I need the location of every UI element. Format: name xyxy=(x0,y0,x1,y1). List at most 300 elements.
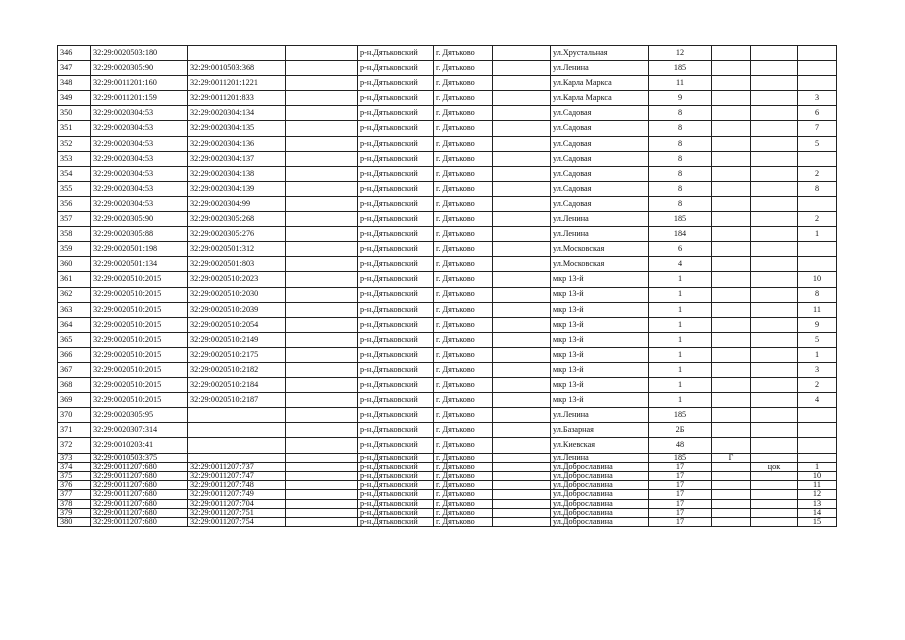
cell-street: мкр 13-й xyxy=(551,347,649,362)
cell-extra-field xyxy=(286,438,358,453)
table-row xyxy=(58,76,837,91)
cell-row-number: 359 xyxy=(58,242,91,257)
cell-apartment-number: 15 xyxy=(798,517,837,526)
table-row xyxy=(58,257,837,272)
cell-house-number: 1 xyxy=(649,272,712,287)
cell-city: г. Дятьково xyxy=(434,423,493,438)
cell-row-number: 364 xyxy=(58,317,91,332)
cell-city: г. Дятьково xyxy=(434,347,493,362)
cell-street: ул.Ленина xyxy=(551,408,649,423)
cell-city: г. Дятьково xyxy=(434,196,493,211)
cell-floor-note xyxy=(751,517,798,526)
cell-cadastral-number: 32:29:0020510:2184 xyxy=(188,378,286,393)
cell-extra-field xyxy=(286,453,358,462)
cell-street: мкр 13-й xyxy=(551,302,649,317)
cell-extra-field xyxy=(286,136,358,151)
cell-street: ул.Карла Маркса xyxy=(551,91,649,106)
cell-district: р-н.Дятьковский xyxy=(358,393,434,408)
cell-building-letter xyxy=(712,332,751,347)
cell-district: р-н.Дятьковский xyxy=(358,61,434,76)
cell-locality xyxy=(493,393,551,408)
cell-row-number: 374 xyxy=(58,462,91,471)
cell-cadastral-number-parent: 32:29:0011207:680 xyxy=(91,517,188,526)
cell-apartment-number: 5 xyxy=(798,332,837,347)
cell-floor-note xyxy=(751,302,798,317)
cell-extra-field xyxy=(286,196,358,211)
cell-cadastral-number-parent: 32:29:0020501:198 xyxy=(91,242,188,257)
cell-district: р-н.Дятьковский xyxy=(358,272,434,287)
cell-row-number: 366 xyxy=(58,347,91,362)
cell-row-number: 377 xyxy=(58,490,91,499)
cell-apartment-number: 7 xyxy=(798,121,837,136)
cell-house-number: 8 xyxy=(649,196,712,211)
cell-extra-field xyxy=(286,46,358,61)
cell-house-number: 6 xyxy=(649,242,712,257)
cell-apartment-number: 5 xyxy=(798,136,837,151)
cell-building-letter xyxy=(712,438,751,453)
cell-building-letter xyxy=(712,257,751,272)
cell-district: р-н.Дятьковский xyxy=(358,347,434,362)
cell-building-letter xyxy=(712,46,751,61)
cell-city: г. Дятьково xyxy=(434,46,493,61)
cell-extra-field xyxy=(286,517,358,526)
cell-city: г. Дятьково xyxy=(434,257,493,272)
cell-house-number: 1 xyxy=(649,317,712,332)
cell-street: ул.Доброславина xyxy=(551,481,649,490)
cell-cadastral-number-parent: 32:29:0020305:88 xyxy=(91,227,188,242)
cell-row-number: 356 xyxy=(58,196,91,211)
cell-cadastral-number-parent: 32:29:0020510:2015 xyxy=(91,362,188,377)
cell-cadastral-number: 32:29:0020510:2039 xyxy=(188,302,286,317)
cell-district: р-н.Дятьковский xyxy=(358,91,434,106)
table-row xyxy=(58,151,837,166)
cell-house-number: 185 xyxy=(649,212,712,227)
cell-street: ул.Доброславина xyxy=(551,517,649,526)
cell-locality xyxy=(493,408,551,423)
table-row xyxy=(58,508,837,517)
cell-row-number: 372 xyxy=(58,438,91,453)
cell-apartment-number: 2 xyxy=(798,166,837,181)
cell-extra-field xyxy=(286,106,358,121)
cell-house-number: 1 xyxy=(649,332,712,347)
cell-cadastral-number-parent: 32:29:0020304:53 xyxy=(91,166,188,181)
cell-city: г. Дятьково xyxy=(434,490,493,499)
cell-locality xyxy=(493,508,551,517)
cell-apartment-number: 10 xyxy=(798,272,837,287)
cell-cadastral-number: 32:29:0020510:2175 xyxy=(188,347,286,362)
cell-cadastral-number: 32:29:0020304:139 xyxy=(188,181,286,196)
cell-city: г. Дятьково xyxy=(434,378,493,393)
cell-cadastral-number: 32:29:0020304:136 xyxy=(188,136,286,151)
cell-locality xyxy=(493,272,551,287)
cell-apartment-number: 1 xyxy=(798,347,837,362)
cell-locality xyxy=(493,453,551,462)
cell-row-number: 365 xyxy=(58,332,91,347)
cell-apartment-number: 8 xyxy=(798,287,837,302)
cell-extra-field xyxy=(286,227,358,242)
cell-floor-note xyxy=(751,393,798,408)
cell-extra-field xyxy=(286,481,358,490)
cell-locality xyxy=(493,490,551,499)
cell-apartment-number: 11 xyxy=(798,481,837,490)
cell-city: г. Дятьково xyxy=(434,136,493,151)
cell-extra-field xyxy=(286,91,358,106)
cell-street: ул.Садовая xyxy=(551,121,649,136)
cell-cadastral-number-parent: 32:29:0020510:2015 xyxy=(91,378,188,393)
cell-locality xyxy=(493,181,551,196)
cell-cadastral-number: 32:29:0011207:737 xyxy=(188,462,286,471)
cell-locality xyxy=(493,257,551,272)
cell-building-letter xyxy=(712,347,751,362)
cell-apartment-number: 3 xyxy=(798,91,837,106)
cell-district: р-н.Дятьковский xyxy=(358,166,434,181)
cell-building-letter xyxy=(712,462,751,471)
cell-extra-field xyxy=(286,287,358,302)
cell-cadastral-number: 32:29:0011207:754 xyxy=(188,517,286,526)
cell-street: ул.Хрустальная xyxy=(551,46,649,61)
cell-cadastral-number-parent: 32:29:0020510:2015 xyxy=(91,393,188,408)
cell-locality xyxy=(493,76,551,91)
cell-street: мкр 13-й xyxy=(551,287,649,302)
table-row xyxy=(58,227,837,242)
table-row xyxy=(58,453,837,462)
cell-apartment-number xyxy=(798,423,837,438)
cell-row-number: 357 xyxy=(58,212,91,227)
cell-row-number: 379 xyxy=(58,508,91,517)
table-body xyxy=(58,46,837,527)
cell-apartment-number xyxy=(798,257,837,272)
cell-building-letter xyxy=(712,508,751,517)
cell-apartment-number xyxy=(798,242,837,257)
cell-city: г. Дятьково xyxy=(434,481,493,490)
cell-floor-note xyxy=(751,317,798,332)
cell-street: мкр 13-й xyxy=(551,362,649,377)
cell-row-number: 362 xyxy=(58,287,91,302)
cell-row-number: 354 xyxy=(58,166,91,181)
cell-cadastral-number xyxy=(188,453,286,462)
cell-house-number: 9 xyxy=(649,91,712,106)
cell-locality xyxy=(493,136,551,151)
cell-apartment-number: 9 xyxy=(798,317,837,332)
cell-building-letter xyxy=(712,106,751,121)
cell-city: г. Дятьково xyxy=(434,471,493,480)
cell-street: мкр 13-й xyxy=(551,332,649,347)
cell-cadastral-number: 32:29:0011207:749 xyxy=(188,490,286,499)
cell-house-number: 1 xyxy=(649,378,712,393)
cell-building-letter xyxy=(712,393,751,408)
cell-cadastral-number-parent: 32:29:0011207:680 xyxy=(91,462,188,471)
cell-city: г. Дятьково xyxy=(434,287,493,302)
cell-apartment-number: 14 xyxy=(798,508,837,517)
cell-cadastral-number xyxy=(188,46,286,61)
cell-floor-note xyxy=(751,76,798,91)
table-row xyxy=(58,462,837,471)
cell-row-number: 360 xyxy=(58,257,91,272)
cell-apartment-number xyxy=(798,438,837,453)
cell-apartment-number xyxy=(798,196,837,211)
cell-apartment-number: 4 xyxy=(798,393,837,408)
cell-cadastral-number: 32:29:0020510:2023 xyxy=(188,272,286,287)
cell-building-letter xyxy=(712,196,751,211)
cell-district: р-н.Дятьковский xyxy=(358,212,434,227)
cell-extra-field xyxy=(286,471,358,480)
cell-locality xyxy=(493,347,551,362)
table-row xyxy=(58,196,837,211)
cell-row-number: 370 xyxy=(58,408,91,423)
cell-cadastral-number: 32:29:0020510:2182 xyxy=(188,362,286,377)
cell-building-letter: Г xyxy=(712,453,751,462)
cell-house-number: 17 xyxy=(649,499,712,508)
cell-city: г. Дятьково xyxy=(434,272,493,287)
cell-extra-field xyxy=(286,508,358,517)
cell-city: г. Дятьково xyxy=(434,91,493,106)
cell-building-letter xyxy=(712,91,751,106)
cell-row-number: 367 xyxy=(58,362,91,377)
cell-floor-note xyxy=(751,423,798,438)
cell-extra-field xyxy=(286,257,358,272)
cell-street: ул.Ленина xyxy=(551,227,649,242)
cell-building-letter xyxy=(712,302,751,317)
cell-cadastral-number-parent: 32:29:0020510:2015 xyxy=(91,347,188,362)
cell-city: г. Дятьково xyxy=(434,508,493,517)
cell-district: р-н.Дятьковский xyxy=(358,302,434,317)
cell-cadastral-number xyxy=(188,423,286,438)
cell-district: р-н.Дятьковский xyxy=(358,453,434,462)
table-row xyxy=(58,499,837,508)
cell-cadastral-number-parent: 32:29:0011201:160 xyxy=(91,76,188,91)
cell-cadastral-number-parent: 32:29:0020510:2015 xyxy=(91,317,188,332)
cell-extra-field xyxy=(286,490,358,499)
cell-cadastral-number-parent: 32:29:0020503:180 xyxy=(91,46,188,61)
cell-district: р-н.Дятьковский xyxy=(358,106,434,121)
cell-apartment-number: 10 xyxy=(798,471,837,480)
cell-extra-field xyxy=(286,462,358,471)
cell-extra-field xyxy=(286,378,358,393)
cell-locality xyxy=(493,166,551,181)
cell-district: р-н.Дятьковский xyxy=(358,257,434,272)
cell-cadastral-number-parent: 32:29:0010503:375 xyxy=(91,453,188,462)
cell-building-letter xyxy=(712,287,751,302)
table-row xyxy=(58,91,837,106)
cell-row-number: 346 xyxy=(58,46,91,61)
cell-extra-field xyxy=(286,272,358,287)
cell-city: г. Дятьково xyxy=(434,462,493,471)
cell-cadastral-number-parent: 32:29:0020304:53 xyxy=(91,121,188,136)
cell-district: р-н.Дятьковский xyxy=(358,151,434,166)
cell-district: р-н.Дятьковский xyxy=(358,471,434,480)
cell-row-number: 369 xyxy=(58,393,91,408)
cell-cadastral-number-parent: 32:29:0011207:680 xyxy=(91,471,188,480)
cell-extra-field xyxy=(286,76,358,91)
cell-cadastral-number xyxy=(188,408,286,423)
cell-street: ул.Садовая xyxy=(551,166,649,181)
cell-locality xyxy=(493,423,551,438)
cell-house-number: 1 xyxy=(649,287,712,302)
cell-district: р-н.Дятьковский xyxy=(358,423,434,438)
cell-floor-note xyxy=(751,471,798,480)
table-row xyxy=(58,242,837,257)
cell-extra-field xyxy=(286,61,358,76)
cell-district: р-н.Дятьковский xyxy=(358,287,434,302)
table-row xyxy=(58,181,837,196)
table-row xyxy=(58,287,837,302)
cell-street: ул.Карла Маркса xyxy=(551,76,649,91)
cell-locality xyxy=(493,378,551,393)
cell-building-letter xyxy=(712,61,751,76)
cell-cadastral-number: 32:29:0020510:2187 xyxy=(188,393,286,408)
cell-apartment-number: 1 xyxy=(798,462,837,471)
cell-cadastral-number: 32:29:0011201:833 xyxy=(188,91,286,106)
cell-city: г. Дятьково xyxy=(434,76,493,91)
cell-city: г. Дятьково xyxy=(434,453,493,462)
table-row xyxy=(58,481,837,490)
cell-city: г. Дятьково xyxy=(434,332,493,347)
cell-street: ул.Садовая xyxy=(551,136,649,151)
cell-extra-field xyxy=(286,151,358,166)
cell-cadastral-number: 32:29:0020304:137 xyxy=(188,151,286,166)
cell-locality xyxy=(493,462,551,471)
cell-cadastral-number-parent: 32:29:0010203:41 xyxy=(91,438,188,453)
cell-house-number: 17 xyxy=(649,462,712,471)
cell-city: г. Дятьково xyxy=(434,408,493,423)
cell-street: ул.Киевская xyxy=(551,438,649,453)
table-row xyxy=(58,272,837,287)
cell-building-letter xyxy=(712,242,751,257)
table-row xyxy=(58,347,837,362)
cell-locality xyxy=(493,499,551,508)
cell-district: р-н.Дятьковский xyxy=(358,136,434,151)
table-row xyxy=(58,517,837,526)
cell-city: г. Дятьково xyxy=(434,227,493,242)
cell-apartment-number: 13 xyxy=(798,499,837,508)
cell-floor-note xyxy=(751,499,798,508)
cell-city: г. Дятьково xyxy=(434,302,493,317)
cell-apartment-number xyxy=(798,151,837,166)
cell-locality xyxy=(493,317,551,332)
table-row xyxy=(58,438,837,453)
cell-cadastral-number-parent: 32:29:0020304:53 xyxy=(91,151,188,166)
cell-building-letter xyxy=(712,317,751,332)
table-row xyxy=(58,490,837,499)
table-row xyxy=(58,212,837,227)
cell-street: ул.Садовая xyxy=(551,196,649,211)
cell-extra-field xyxy=(286,362,358,377)
cell-locality xyxy=(493,91,551,106)
cell-street: ул.Доброславина xyxy=(551,490,649,499)
cell-row-number: 348 xyxy=(58,76,91,91)
cell-cadastral-number-parent: 32:29:0020510:2015 xyxy=(91,287,188,302)
cell-district: р-н.Дятьковский xyxy=(358,181,434,196)
cell-house-number: 8 xyxy=(649,166,712,181)
cell-locality xyxy=(493,287,551,302)
cell-cadastral-number: 32:29:0011207:748 xyxy=(188,481,286,490)
cell-district: р-н.Дятьковский xyxy=(358,242,434,257)
cell-city: г. Дятьково xyxy=(434,362,493,377)
cell-extra-field xyxy=(286,181,358,196)
cell-city: г. Дятьково xyxy=(434,121,493,136)
cell-city: г. Дятьково xyxy=(434,106,493,121)
cell-cadastral-number: 32:29:0020305:276 xyxy=(188,227,286,242)
cell-city: г. Дятьково xyxy=(434,517,493,526)
cell-row-number: 358 xyxy=(58,227,91,242)
table-row xyxy=(58,317,837,332)
cell-locality xyxy=(493,46,551,61)
cell-extra-field xyxy=(286,393,358,408)
cell-floor-note xyxy=(751,408,798,423)
cell-cadastral-number: 32:29:0011207:751 xyxy=(188,508,286,517)
cell-cadastral-number-parent: 32:29:0020304:53 xyxy=(91,136,188,151)
cell-floor-note xyxy=(751,166,798,181)
cell-district: р-н.Дятьковский xyxy=(358,490,434,499)
cell-apartment-number: 2 xyxy=(798,212,837,227)
cell-floor-note xyxy=(751,257,798,272)
cell-cadastral-number: 32:29:0020304:138 xyxy=(188,166,286,181)
table-row xyxy=(58,166,837,181)
cell-street: ул.Доброславина xyxy=(551,462,649,471)
cell-floor-note xyxy=(751,438,798,453)
cell-cadastral-number-parent: 32:29:0011207:680 xyxy=(91,481,188,490)
cell-building-letter xyxy=(712,136,751,151)
cell-row-number: 378 xyxy=(58,499,91,508)
cell-locality xyxy=(493,121,551,136)
cell-cadastral-number: 32:29:0020304:99 xyxy=(188,196,286,211)
cell-district: р-н.Дятьковский xyxy=(358,196,434,211)
cell-floor-note xyxy=(751,151,798,166)
cell-cadastral-number: 32:29:0020304:135 xyxy=(188,121,286,136)
cell-extra-field xyxy=(286,332,358,347)
cell-row-number: 352 xyxy=(58,136,91,151)
cell-house-number: 17 xyxy=(649,508,712,517)
cell-row-number: 376 xyxy=(58,481,91,490)
cell-cadastral-number-parent: 32:29:0020510:2015 xyxy=(91,302,188,317)
cell-district: р-н.Дятьковский xyxy=(358,378,434,393)
cell-floor-note xyxy=(751,272,798,287)
cell-district: р-н.Дятьковский xyxy=(358,317,434,332)
cell-row-number: 347 xyxy=(58,61,91,76)
cell-cadastral-number-parent: 32:29:0011207:680 xyxy=(91,499,188,508)
cell-house-number: 8 xyxy=(649,151,712,166)
cell-cadastral-number-parent: 32:29:0020510:2015 xyxy=(91,332,188,347)
table-row xyxy=(58,378,837,393)
table-row xyxy=(58,106,837,121)
cell-district: р-н.Дятьковский xyxy=(358,46,434,61)
cell-street: мкр 13-й xyxy=(551,393,649,408)
cell-district: р-н.Дятьковский xyxy=(358,362,434,377)
cell-cadastral-number-parent: 32:29:0011207:680 xyxy=(91,490,188,499)
cell-floor-note xyxy=(751,362,798,377)
cell-house-number: 8 xyxy=(649,181,712,196)
cell-district: р-н.Дятьковский xyxy=(358,227,434,242)
cell-locality xyxy=(493,242,551,257)
cell-building-letter xyxy=(712,272,751,287)
cell-apartment-number xyxy=(798,46,837,61)
table-row xyxy=(58,121,837,136)
cell-city: г. Дятьково xyxy=(434,166,493,181)
cell-locality xyxy=(493,362,551,377)
cell-row-number: 371 xyxy=(58,423,91,438)
cell-cadastral-number xyxy=(188,438,286,453)
cell-extra-field xyxy=(286,423,358,438)
cell-cadastral-number: 32:29:0020305:268 xyxy=(188,212,286,227)
cell-district: р-н.Дятьковский xyxy=(358,438,434,453)
cell-house-number: 1 xyxy=(649,347,712,362)
cell-floor-note xyxy=(751,287,798,302)
cell-house-number: 12 xyxy=(649,46,712,61)
cell-house-number: 1 xyxy=(649,393,712,408)
cell-city: г. Дятьково xyxy=(434,393,493,408)
cell-street: мкр 13-й xyxy=(551,272,649,287)
cell-building-letter xyxy=(712,76,751,91)
